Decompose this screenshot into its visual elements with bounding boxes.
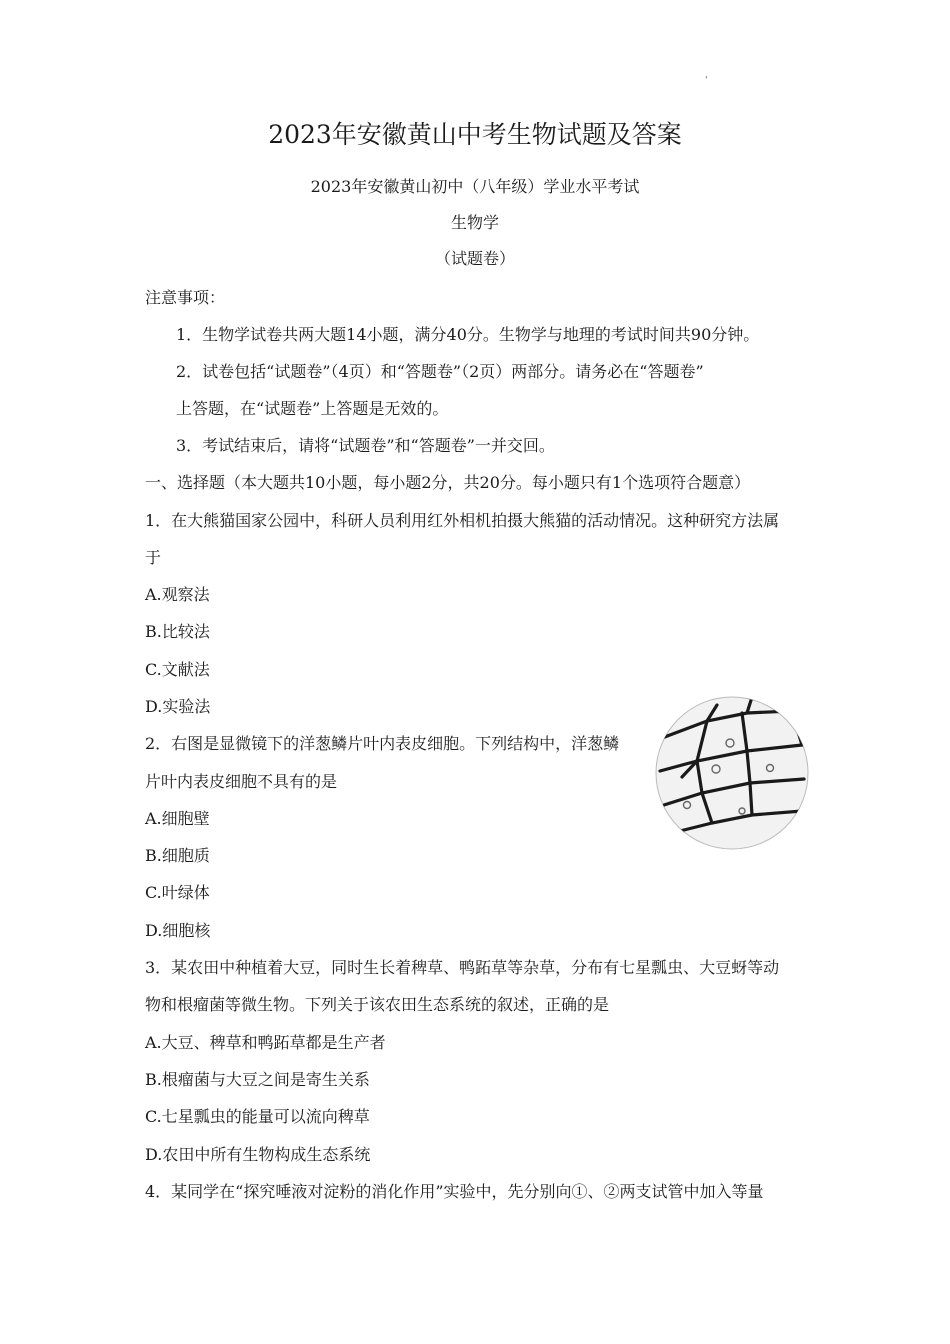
- question-3-option-a: A.大豆、稗草和鸭跖草都是生产者: [145, 1033, 386, 1052]
- scan-mark: ': [705, 76, 708, 86]
- question-2-option-c: C.叶绿体: [145, 883, 210, 902]
- question-1-option-d: D.实验法: [145, 697, 211, 716]
- question-3-stem: 3．某农田中种植着大豆，同时生长着稗草、鸭跖草等杂草，分布有七星瓢虫、大豆蚜等动: [145, 958, 780, 977]
- question-1-stem-cont: 于: [145, 548, 162, 567]
- note-item: 1．生物学试卷共两大题14小题，满分40分。生物学与地理的考试时间共90分钟。: [176, 325, 760, 344]
- question-3-stem-cont: 物和根瘤菌等微生物。下列关于该农田生态系统的叙述，正确的是: [145, 995, 610, 1014]
- note-item: 上答题，在“试题卷”上答题是无效的。: [176, 399, 449, 418]
- onion-epidermis-micrograph-icon: [652, 693, 812, 853]
- question-4-stem: 4．某同学在“探究唾液对淀粉的消化作用”实验中，先分别向①、②两支试管中加入等量: [145, 1182, 764, 1201]
- question-3-option-c: C.七星瓢虫的能量可以流向稗草: [145, 1107, 370, 1126]
- question-3-option-b: B.根瘤菌与大豆之间是寄生关系: [145, 1070, 370, 1089]
- paper-type-label: （试题卷）: [434, 249, 515, 268]
- question-3-option-d: D.农田中所有生物构成生态系统: [145, 1145, 371, 1164]
- question-1-stem: 1．在大熊猫国家公园中，科研人员利用红外相机拍摄大熊猫的活动情况。这种研究方法属: [145, 511, 780, 530]
- page-title: 2023年安徽黄山中考生物试题及答案: [268, 120, 682, 149]
- question-2-stem: 2．右图是显微镜下的洋葱鳞片叶内表皮细胞。下列结构中，洋葱鳞: [145, 734, 620, 753]
- note-item: 2．试卷包括“试题卷”（4页）和“答题卷”（2页）两部分。请务必在“答题卷”: [176, 362, 704, 381]
- question-1-option-c: C.文献法: [145, 660, 210, 679]
- section-heading: 一、选择题（本大题共10小题，每小题2分，共20分。每小题只有1个选项符合题意）: [145, 473, 751, 492]
- question-2-option-b: B.细胞质: [145, 846, 210, 865]
- question-1-option-a: A.观察法: [145, 585, 210, 604]
- question-2-stem-cont: 片叶内表皮细胞不具有的是: [145, 772, 338, 791]
- notes-heading: 注意事项：: [145, 288, 226, 307]
- exam-subtitle: 2023年安徽黄山初中（八年级）学业水平考试: [310, 177, 640, 196]
- question-2-option-a: A.细胞壁: [145, 809, 210, 828]
- question-1-option-b: B.比较法: [145, 622, 210, 641]
- question-2-option-d: D.细胞核: [145, 921, 211, 940]
- subject-label: 生物学: [450, 213, 499, 232]
- note-item: 3．考试结束后，请将“试题卷”和“答题卷”一并交回。: [176, 436, 555, 455]
